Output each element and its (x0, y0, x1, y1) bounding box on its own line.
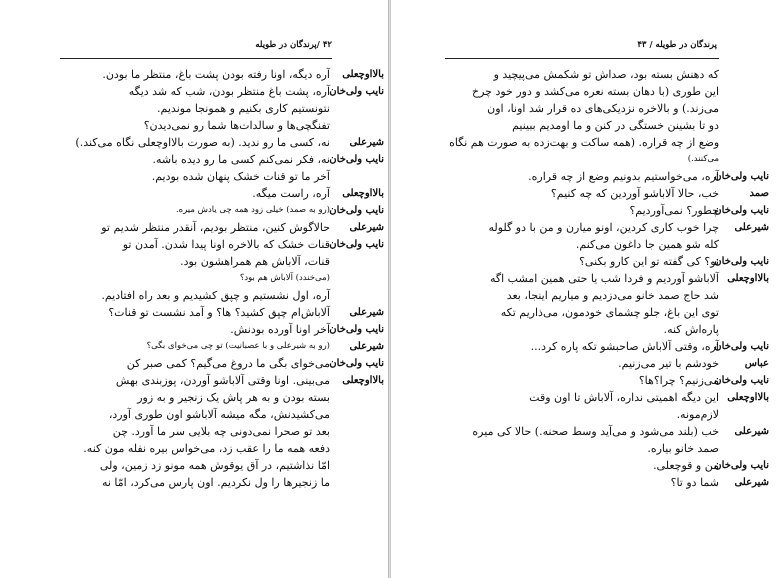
dialogue-line (62, 219, 384, 236)
dialogue-text: آره، راست میگه. (252, 187, 330, 200)
speaker-name: بالااوچعلی (342, 375, 384, 386)
left-page (0, 0, 388, 578)
left-dialogue (62, 66, 384, 491)
dialogue-text: نتونستیم کاری بکنیم و همونجا موندیم. (157, 102, 330, 115)
dialogue-text: قنات خشک که بالاخره اونا پیدا شدن. آمدن تو (122, 238, 330, 251)
dialogue-text: می‌خوای بگی ما دروغ می‌گیم؟ کمی صبر کن (126, 357, 330, 370)
dialogue-line (447, 372, 769, 389)
dialogue-text: کله شو همین جا داغون می‌کنم. (575, 238, 719, 251)
speaker-name: صمد (749, 188, 769, 199)
speaker-name: نایب ولی‌خان (714, 375, 769, 386)
dialogue-line (62, 83, 384, 100)
dialogue-line (62, 117, 384, 134)
speaker-name: شیرعلی (349, 222, 384, 233)
dialogue-text: حالاگوش کنین، منتظر بودیم، آنقدر منتظر شدیم تو (101, 221, 330, 234)
dialogue-line (62, 134, 384, 151)
dialogue-line (62, 151, 384, 168)
dialogue-text: بعد تو صحرا نمی‌دونی چه بلایی سر ما آورد. چن (112, 425, 330, 438)
dialogue-text: می‌زند.) و بالاخره نزدیکی‌های ده قرار شد اونا، اون (487, 102, 719, 115)
dialogue-text: آره، پشت باغ منتظر بودن، شب که شد دیگه (128, 85, 330, 98)
dialogue-line (447, 457, 769, 474)
dialogue-line (62, 236, 384, 253)
dialogue-line (447, 423, 769, 440)
dialogue-line (62, 372, 384, 389)
dialogue-text: وضع از چه قراره. (همه ساکت و بهت‌زده به صورت هم نگاه (448, 136, 719, 149)
speaker-name: بالااوچعلی (727, 392, 769, 403)
left-header-rule (60, 58, 332, 59)
dialogue-text: ما زنجیرها را ول نکردیم. اون پارس می‌کرد، امّا نه (101, 476, 330, 489)
dialogue-line (62, 440, 384, 457)
dialogue-text: می‌زنیم؟ چرا؟ها؟ (638, 374, 719, 387)
speaker-name: شیرعلی (734, 222, 769, 233)
dialogue-text: من و قوچعلی. (653, 459, 719, 472)
dialogue-text: شما دو تا؟ (670, 476, 719, 489)
speaker-name: نایب ولی‌خان (329, 154, 384, 165)
dialogue-line (62, 355, 384, 372)
dialogue-text: (رو به شیرعلی و با عصبانیت) تو چی می‌خوای بگی؟ (146, 341, 330, 351)
speaker-name: نایب ولی‌خان (714, 171, 769, 182)
dialogue-text: خودشم با تیر می‌زنیم. (618, 357, 719, 370)
speaker-name: نایب ولی‌خان (329, 324, 384, 335)
speaker-name: شیرعلی (734, 477, 769, 488)
dialogue-line (447, 117, 769, 134)
dialogue-line (447, 185, 769, 202)
dialogue-line (62, 389, 384, 406)
dialogue-line (62, 304, 384, 321)
dialogue-text: آلاباشو آوردیم و فردا شب یا حتی همین امشب اگه (490, 272, 719, 285)
dialogue-text: بسته بودن و به هر پاش یک زنجیر و به زور (137, 391, 330, 404)
dialogue-text: که دهنش بسته بود، صداش تو شکمش می‌پیچید و (493, 68, 719, 81)
speaker-name: بالااوچعلی (342, 69, 384, 80)
right-page-header: پرندگان در طویله / ۴۳ (637, 40, 717, 50)
dialogue-line (447, 100, 769, 117)
speaker-name: شیرعلی (349, 137, 384, 148)
dialogue-line (62, 321, 384, 338)
dialogue-line (447, 287, 769, 304)
dialogue-text: نه، فکر نمی‌کنم کسی ما رو دیده باشه. (152, 153, 330, 166)
dialogue-text: چطور؟ نمی‌آوردیم؟ (629, 204, 719, 217)
dialogue-text: می‌کشیدنش، مگه میشه آلاباشو اون طوری آورد، (108, 408, 330, 421)
dialogue-text: (می‌خندد) آلاباش هم بود؟ (239, 273, 330, 283)
dialogue-line (447, 355, 769, 372)
dialogue-text: صمد خانو بیاره. (647, 442, 719, 455)
dialogue-line (447, 66, 769, 83)
dialogue-line (447, 253, 769, 270)
dialogue-line (447, 270, 769, 287)
dialogue-text: آخر ما تو قنات خشک پنهان شده بودیم. (151, 170, 330, 183)
dialogue-line (447, 321, 769, 338)
speaker-name: نایب ولی‌خان (714, 256, 769, 267)
dialogue-line (447, 304, 769, 321)
dialogue-text: دفعه همه ما را عقب زد، می‌خواس بیره نفله مون کنه. (83, 442, 330, 455)
dialogue-line (447, 134, 769, 151)
dialogue-line (62, 287, 384, 304)
speaker-name: نایب ولی‌خان (714, 460, 769, 471)
dialogue-text: خب (بلند می‌شود و می‌آید وسط صحنه.) حالا کی میره (472, 425, 719, 438)
speaker-name: نایب ولی‌خان (714, 205, 769, 216)
dialogue-text: قنات، آلاباش هم همراهشون بود. (180, 255, 330, 268)
speaker-name: شیرعلی (734, 426, 769, 437)
dialogue-line (447, 406, 769, 423)
dialogue-line (62, 185, 384, 202)
dialogue-text: آره، وقتی آلاباش صاحبشو تکه پاره کرد... (530, 340, 719, 353)
dialogue-line (62, 253, 384, 270)
dialogue-text: خب، حالا آلاباشو آوردین که چه کنیم؟ (550, 187, 719, 200)
dialogue-line (62, 202, 384, 219)
dialogue-line (62, 100, 384, 117)
dialogue-line (62, 270, 384, 287)
dialogue-line (447, 389, 769, 406)
speaker-name: عباس (744, 358, 769, 369)
speaker-name: نایب ولی‌خان (329, 358, 384, 369)
dialogue-text: آره، اول نشستیم و چپق کشیدیم و بعد راه افتادیم. (101, 289, 330, 302)
dialogue-text: آره دیگه، اونا رفته بودن پشت باغ، منتظر ما بودن. (102, 68, 330, 81)
dialogue-text: این طوری (با دهان بسته نعره می‌کشد و دور خود چرخ (471, 85, 719, 98)
dialogue-line (447, 219, 769, 236)
dialogue-text: آره، می‌خواستیم بدونیم وضع از چه قراره. (528, 170, 719, 183)
dialogue-text: نو؟ کی گفته تو این کارو بکنی؟ (579, 255, 719, 268)
dialogue-text: تفنگچی‌ها و سالدات‌ها شما رو نمی‌دیدن؟ (143, 119, 330, 132)
dialogue-line (447, 202, 769, 219)
dialogue-text: توی این باغ، جلو چشمای خودمون، می‌ذاریم تکه (500, 306, 719, 319)
dialogue-text: این دیگه اهمیتی نداره، آلاباش تا اون وقت (529, 391, 719, 404)
right-dialogue (447, 66, 769, 491)
dialogue-line (447, 338, 769, 355)
dialogue-line (62, 338, 384, 355)
left-page-header: ۴۲ /پرندگان در طویله (255, 40, 332, 50)
dialogue-line (62, 406, 384, 423)
speaker-name: نایب ولی‌خان (329, 239, 384, 250)
speaker-name: شیرعلی (349, 341, 384, 352)
dialogue-text: آخر اونا آورده بودنش. (230, 323, 330, 336)
speaker-name: نایب ولی‌خان (714, 341, 769, 352)
speaker-name: نایب ولی‌خان (329, 86, 384, 97)
dialogue-line (62, 457, 384, 474)
dialogue-line (447, 83, 769, 100)
dialogue-text: دو تا بشینن خستگی در کنن و ما اومدیم ببینیم (512, 119, 719, 132)
dialogue-text: (رو به صمد) خیلی زود همه چی یادش میره. (175, 205, 330, 215)
dialogue-text: امّا نذاشتیم، در آق یوقوش همه مونو زد زمین، ولی (99, 459, 330, 472)
dialogue-line (62, 66, 384, 83)
dialogue-line (447, 440, 769, 457)
dialogue-text: آلاباش‌ام چپق کشید؟ ها؟ و آمد نشست تو قنات؟ (108, 306, 330, 319)
dialogue-line (62, 168, 384, 185)
dialogue-line (62, 474, 384, 491)
speaker-name: نایب ولی‌خان (329, 205, 384, 216)
speaker-name: بالااوچعلی (727, 273, 769, 284)
dialogue-text: نه، کسی ما رو ندید. (به صورت بالااوچعلی نگاه می‌کند.) (75, 136, 330, 149)
dialogue-text: می‌بینی. اونا وقتی آلاباشو آوردن، پوزبندی بهش (115, 374, 330, 387)
dialogue-line (447, 151, 769, 168)
dialogue-text: شد حاج صمد خانو می‌دزدیم و میاریم اینجا، بعد (506, 289, 719, 302)
speaker-name: شیرعلی (349, 307, 384, 318)
right-page (391, 0, 778, 578)
dialogue-text: چرا خوب کاری کردین، اونو میارن و من با دو گلوله (488, 221, 719, 234)
dialogue-line (62, 423, 384, 440)
right-header-rule (445, 58, 719, 59)
dialogue-text: می‌کنند.) (687, 154, 719, 164)
dialogue-text: پاره‌اش کنه. (663, 323, 719, 336)
dialogue-line (447, 168, 769, 185)
dialogue-text: لازم‌مونه. (676, 408, 719, 421)
dialogue-line (447, 236, 769, 253)
dialogue-line (447, 474, 769, 491)
speaker-name: بالااوچعلی (342, 188, 384, 199)
